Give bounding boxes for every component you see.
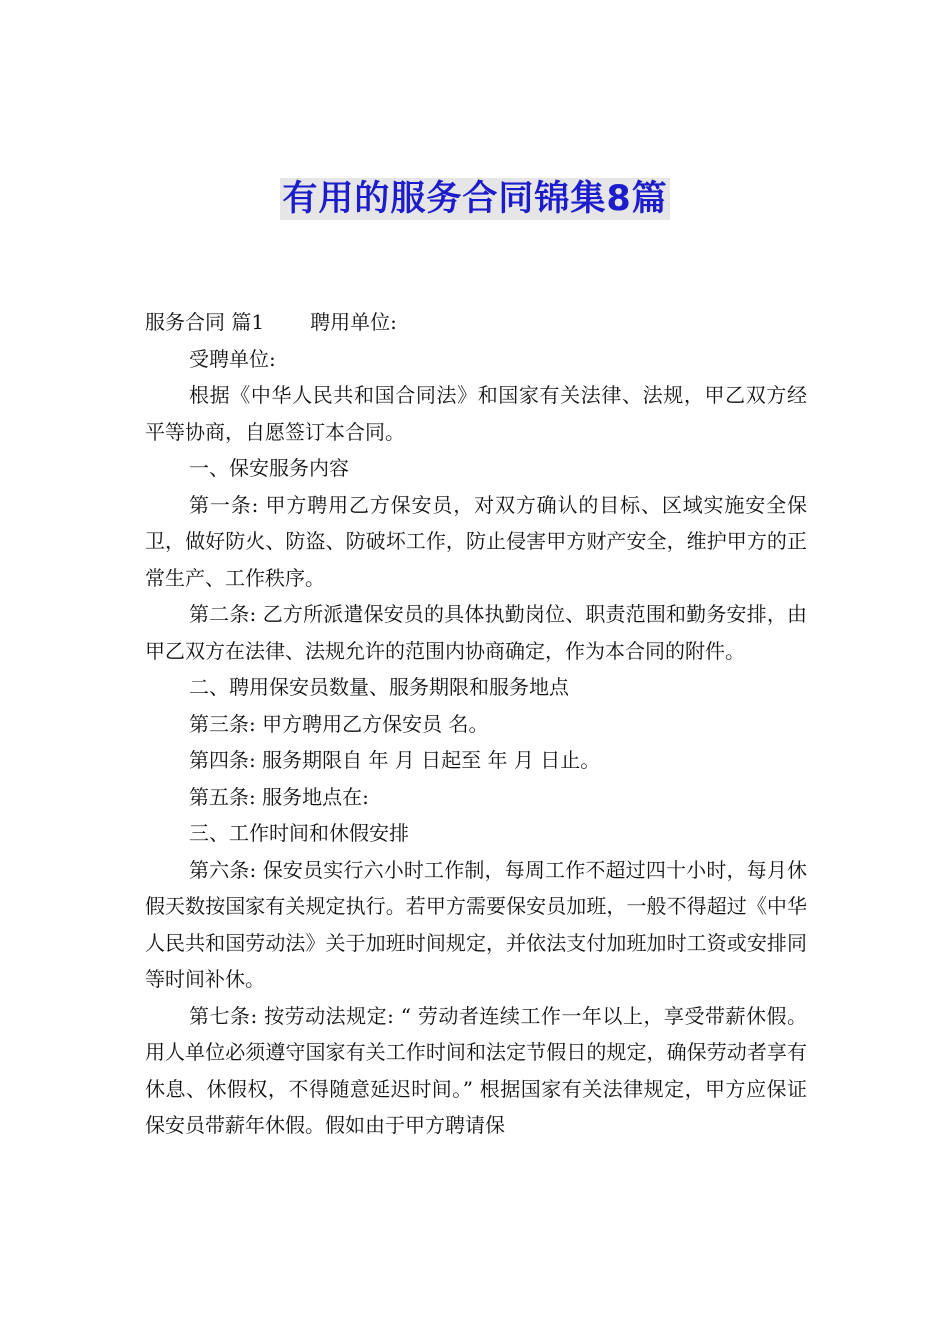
article-5: 第五条: 服务地点在: <box>189 784 369 809</box>
document-body <box>145 304 807 1144</box>
section-heading-3: 三、工作时间和休假安排 <box>189 821 409 845</box>
paragraph-1 <box>145 304 807 341</box>
article-1: 第一条: 甲方聘用乙方保安员，对双方确认的目标、区域实施安全保卫，做好防火、防盗、防破坏工作，防止侵害甲方财产安全，维护甲方的正常生产、工作秩序。 <box>145 492 807 590</box>
article-4: 第四条: 服务期限自 年 月 日起至 年 月 日止。 <box>189 748 601 772</box>
employer-label: 聘用单位: <box>310 310 397 334</box>
article-2: 第二条: 乙方所派遣保安员的具体执勤岗位、职责范围和勤务安排，由甲乙双方在法律、法规允许的范围内协商确定，作为本合同的附件。 <box>145 602 807 663</box>
paragraph-2: 受聘单位: <box>189 346 276 371</box>
section-heading-1: 一、保安服务内容 <box>189 456 349 480</box>
title-wrap <box>0 178 950 220</box>
paragraph-3: 根据《中华人民共和国合同法》和国家有关法律、法规，甲乙双方经平等协商，自愿签订本合同。 <box>145 383 807 444</box>
article-3: 第三条: 甲方聘用乙方保安员 名。 <box>189 711 489 736</box>
article-7: 第七条: 按劳动法规定: “ 劳动者连续工作一年以上，享受带薪休假。用人单位必须遵守国家有关工作时间和法定节假日的规定，确保劳动者享有休息、休假权，不得随意延迟时间。” 根据国家有关法律规定，甲方应保证保安员带薪年休假。假如由于甲方聘请保 <box>145 1003 807 1137</box>
section-heading-2: 二、聘用保安员数量、服务期限和服务地点 <box>189 675 569 699</box>
contract-heading: 服务合同 篇1 <box>145 310 265 334</box>
document-title: 有用的服务合同锦集8篇 <box>282 179 668 219</box>
article-6: 第六条: 保安员实行六小时工作制，每周工作不超过四十小时，每月休假天数按国家有关规定执行。若甲方需要保安员加班，一般不得超过《中华人民共和国劳动法》关于加班时间规定，并依法支付加班加时工资或安排同等时间补休。 <box>145 857 807 991</box>
